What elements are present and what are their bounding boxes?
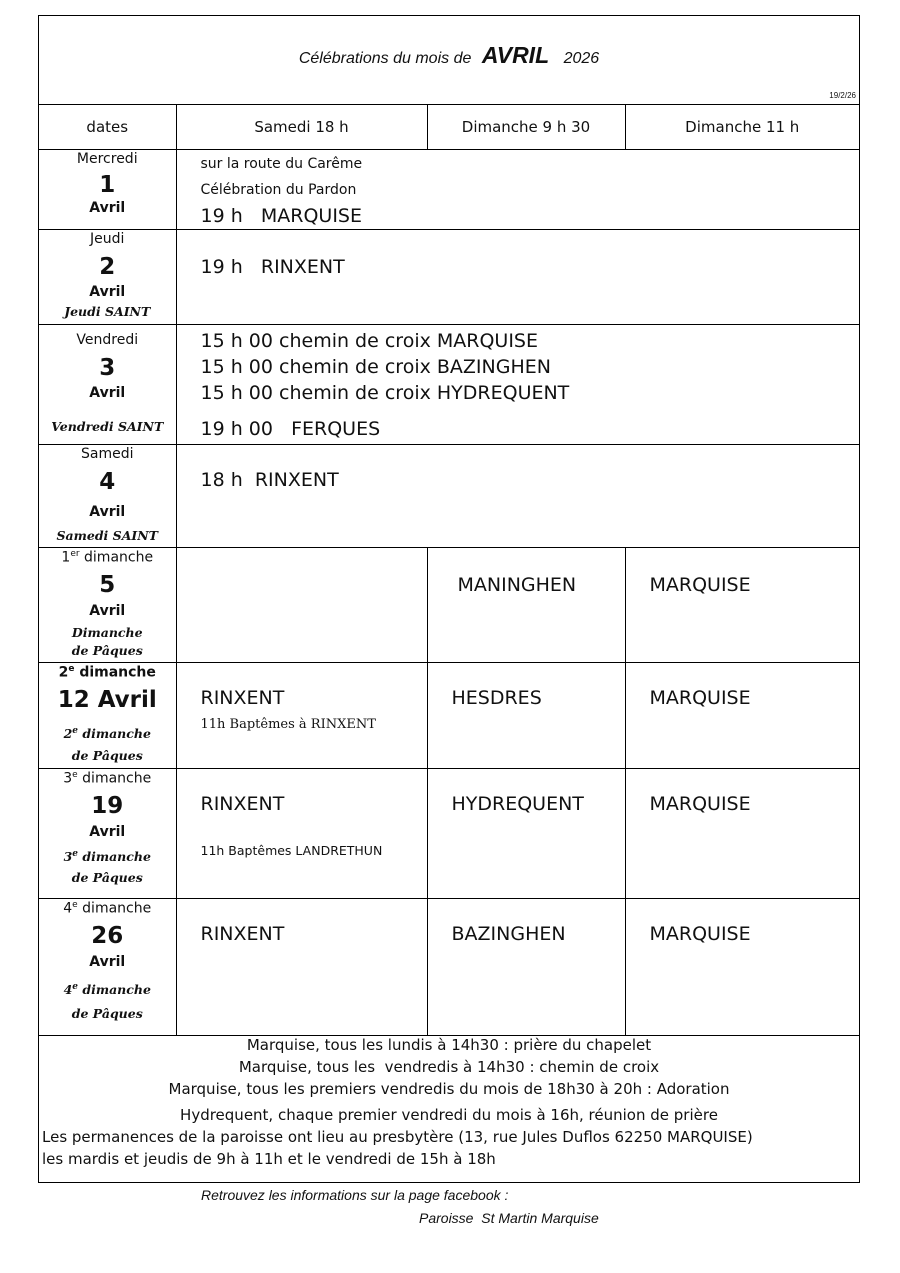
liturgy-label: de Pâques xyxy=(71,643,143,659)
date-cell xyxy=(39,230,176,325)
weekday: Samedi xyxy=(81,446,134,462)
samedi-cell xyxy=(176,769,427,899)
title-year: 2026 xyxy=(563,50,600,67)
samedi-cell xyxy=(176,663,427,769)
month-label: Avril xyxy=(89,200,126,217)
dimanche-930-cell: HYDREQUENT xyxy=(427,769,625,899)
table-row xyxy=(39,899,859,1036)
event-cell xyxy=(176,445,859,548)
liturgy-label: 3e dimanche xyxy=(63,849,151,865)
footer-line: les mardis et jeudis de 9h à 11h et le vendredi de 15h à 18h xyxy=(42,1150,496,1168)
col-dimanche-11: Dimanche 11 h xyxy=(625,104,859,150)
header-row xyxy=(39,104,859,150)
day-label: 12 Avril xyxy=(57,687,157,714)
col-dates: dates xyxy=(39,104,176,150)
day-number: 4 xyxy=(99,468,116,495)
month-label: Avril xyxy=(89,385,126,402)
event-line: 19 h RINXENT xyxy=(200,256,345,278)
col-dimanche-930: Dimanche 9 h 30 xyxy=(427,104,625,150)
event-cell xyxy=(176,325,859,445)
date-cell xyxy=(39,325,176,445)
col-samedi: Samedi 18 h xyxy=(176,104,427,150)
samedi-cell: RINXENT xyxy=(176,899,427,1036)
month-label: Avril xyxy=(89,823,126,840)
date-cell xyxy=(39,663,176,769)
dimanche-11-cell: MARQUISE xyxy=(625,663,859,769)
event-line: 15 h 00 chemin de croix HYDREQUENT xyxy=(200,382,570,404)
date-cell xyxy=(39,899,176,1036)
footer-line: Marquise, tous les premiers vendredis du mois de 18h30 à 20h : Adoration xyxy=(168,1080,730,1098)
day-number: 1 xyxy=(99,171,116,198)
facebook-intro: Retrouvez les informations sur la page facebook : xyxy=(201,1187,509,1203)
ordinal-label: 3e dimanche xyxy=(63,770,152,787)
calendar-frame xyxy=(38,15,860,1183)
event-cell xyxy=(176,230,859,325)
ordinal-label: 2e dimanche xyxy=(58,664,156,681)
dimanche-930-cell: BAZINGHEN xyxy=(427,899,625,1036)
title-box xyxy=(39,16,859,105)
document-date: 19/2/26 xyxy=(829,91,856,100)
title-month: AVRIL xyxy=(481,42,550,68)
footer-line: Les permanences de la paroisse ont lieu au presbytère (13, rue Jules Duflos 62250 MARQUISE) xyxy=(42,1128,753,1146)
table-row xyxy=(39,325,859,445)
samedi-cell xyxy=(176,548,427,663)
event-line: 18 h RINXENT xyxy=(200,469,339,491)
month-label: Avril xyxy=(89,602,126,619)
liturgy-label: 4e dimanche xyxy=(63,982,151,998)
dimanche-930-cell: MANINGHEN xyxy=(427,548,625,663)
weekday: Vendredi xyxy=(76,332,139,348)
table-row xyxy=(39,769,859,899)
month-label: Avril xyxy=(89,504,126,521)
page-title xyxy=(39,42,859,69)
event-line: sur la route du Carême xyxy=(200,156,363,172)
liturgy-label: de Pâques xyxy=(71,869,143,885)
samedi-venue: RINXENT xyxy=(200,793,285,815)
day-number: 2 xyxy=(99,253,116,280)
dimanche-11-cell: MARQUISE xyxy=(625,548,859,663)
table-row xyxy=(39,663,859,769)
event-line: Célébration du Pardon xyxy=(200,182,357,198)
footer-notes xyxy=(39,1034,859,1170)
liturgy-label: Dimanche xyxy=(71,625,143,641)
event-line: 19 h MARQUISE xyxy=(200,205,362,227)
table-row xyxy=(39,230,859,325)
date-cell xyxy=(39,445,176,548)
ordinal-label: 1er dimanche xyxy=(61,549,154,566)
event-line: 15 h 00 chemin de croix BAZINGHEN xyxy=(200,356,551,378)
event-line: 19 h 00 FERQUES xyxy=(200,418,381,440)
day-number: 19 xyxy=(91,793,124,820)
weekday: Jeudi xyxy=(90,231,125,247)
liturgy-label: 2e dimanche xyxy=(63,725,151,742)
date-cell xyxy=(39,150,176,230)
title-prefix: Célébrations du mois de xyxy=(298,50,472,67)
date-cell xyxy=(39,548,176,663)
samedi-note: 11h Baptêmes LANDRETHUN xyxy=(200,843,383,858)
liturgy-label: Samedi SAINT xyxy=(56,527,158,543)
liturgy-label: de Pâques xyxy=(71,748,143,764)
footer-line: Marquise, tous les lundis à 14h30 : prière du chapelet xyxy=(246,1036,652,1054)
month-label: Avril xyxy=(89,284,126,301)
schedule-table xyxy=(39,104,859,1036)
event-cell xyxy=(176,150,859,230)
samedi-venue: RINXENT xyxy=(200,687,285,709)
event-line: 15 h 00 chemin de croix MARQUISE xyxy=(200,330,539,352)
dimanche-11-cell: MARQUISE xyxy=(625,769,859,899)
footer-line: Marquise, tous les vendredis à 14h30 : chemin de croix xyxy=(238,1058,660,1076)
samedi-note: 11h Baptêmes à RINXENT xyxy=(200,717,376,732)
dimanche-930-cell: HESDRES xyxy=(427,663,625,769)
table-row xyxy=(39,150,859,230)
facebook-page-name: Paroisse St Martin Marquise xyxy=(419,1210,599,1226)
dimanche-11-cell: MARQUISE xyxy=(625,899,859,1036)
table-row xyxy=(39,445,859,548)
day-number: 5 xyxy=(99,572,116,599)
liturgy-label: Vendredi SAINT xyxy=(51,418,164,434)
day-number: 3 xyxy=(99,354,116,381)
table-row xyxy=(39,548,859,663)
date-cell xyxy=(39,769,176,899)
liturgy-label: de Pâques xyxy=(71,1005,143,1021)
footer-line: Hydrequent, chaque premier vendredi du mois à 16h, réunion de prière xyxy=(180,1106,718,1124)
day-number: 26 xyxy=(91,923,124,950)
ordinal-label: 4e dimanche xyxy=(63,900,152,917)
liturgy-label: Jeudi SAINT xyxy=(64,303,151,319)
weekday: Mercredi xyxy=(76,151,138,167)
month-label: Avril xyxy=(89,953,126,970)
